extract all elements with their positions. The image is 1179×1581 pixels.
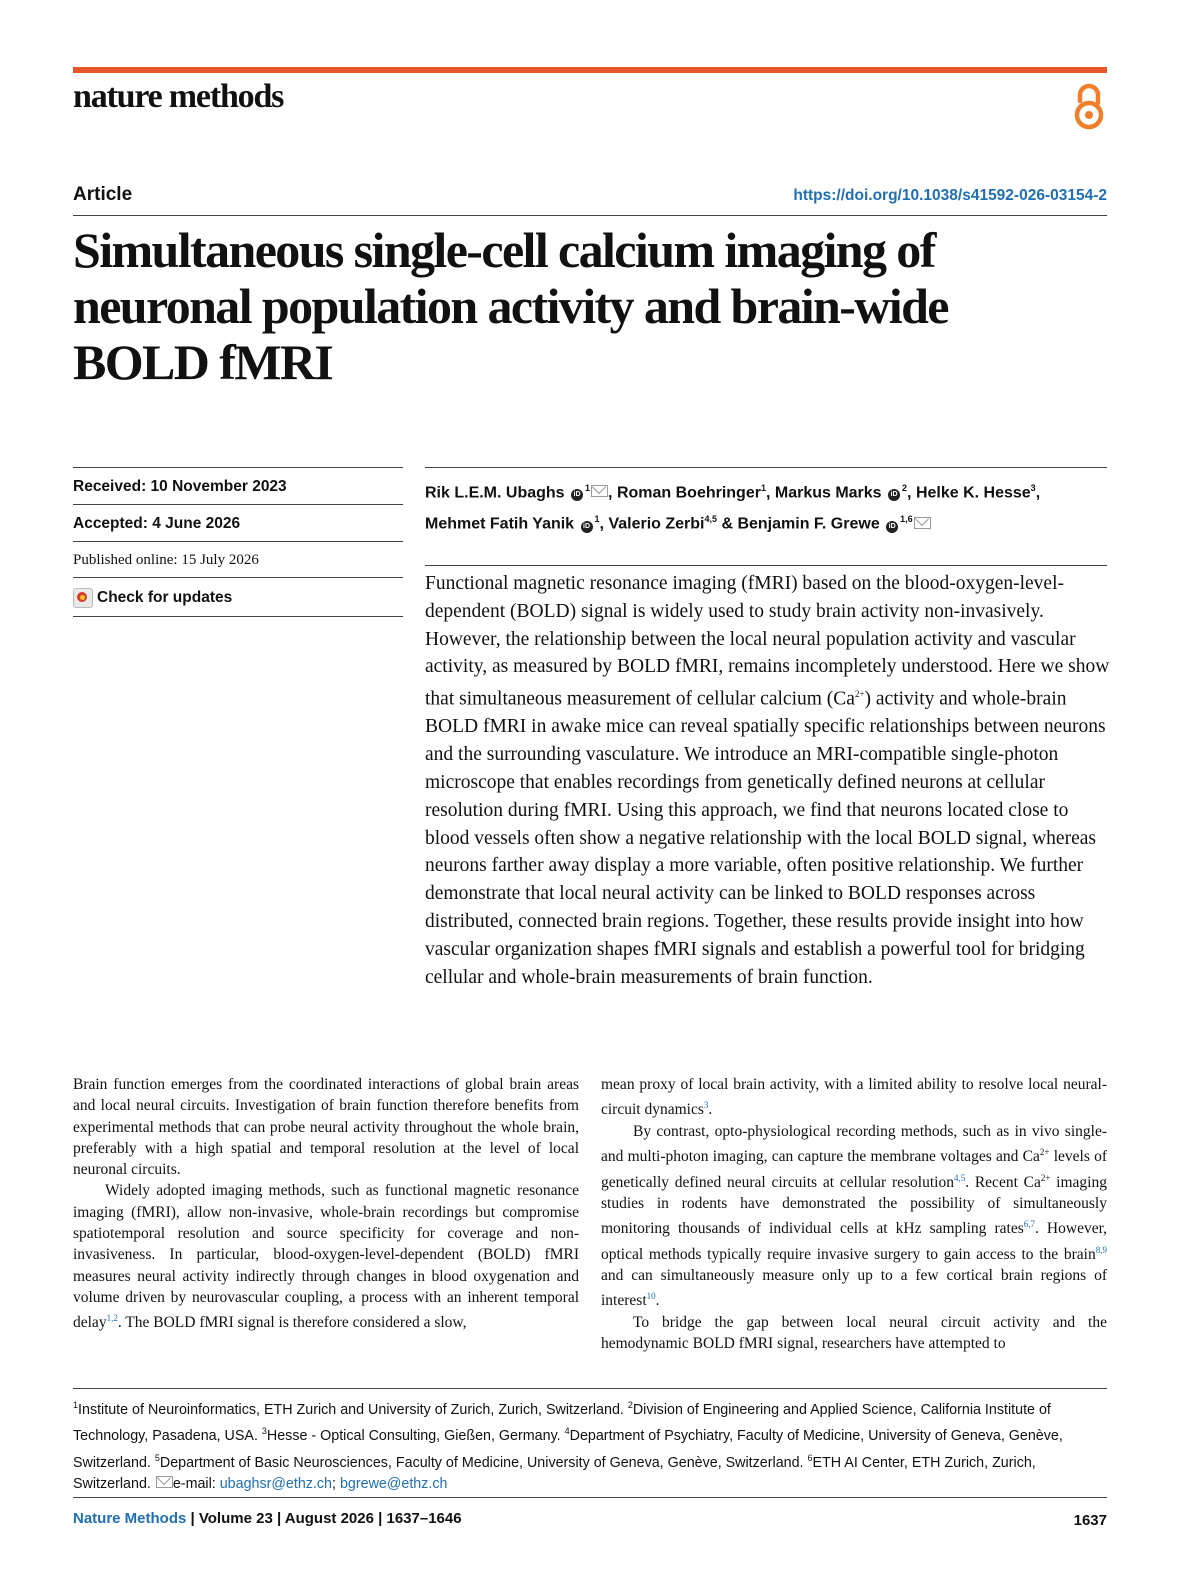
author-affiliation-sup: 1	[760, 483, 766, 493]
email-icon[interactable]	[591, 485, 608, 497]
email-link[interactable]: ubaghsr@ethz.ch	[219, 1475, 333, 1492]
email-link[interactable]: bgrewe@ethz.ch	[339, 1475, 448, 1492]
author-affiliation-sup: 4,5	[704, 514, 717, 525]
doi-link[interactable]: https://doi.org/10.1038/s41592-026-03154-2	[793, 187, 1107, 204]
body-text: Widely adopted imaging methods, such as functional magnetic resonance imaging (fMRI), allow non-invasive, whole-brain recordings but compromise spatiotemporal resolution and source specificity for coverage and non-invasiveness. In particular, blood-oxygen-level-dependent (BOLD) fMRI measures neural activity indirectly through changes in blood oxygenation and volume driven by neurovascular coupling, a process with an inherent temporal delay	[73, 1182, 579, 1332]
affiliation-text: Hesse - Optical Consulting, Gießen, Germany.	[266, 1428, 565, 1445]
affiliation-text: Division of Engineering and Applied Science, California Institute of Technology, Pasadena, USA.	[73, 1401, 1051, 1445]
affiliation-number: 1	[73, 1400, 79, 1410]
article-title	[73, 222, 1123, 390]
author-list	[425, 475, 1115, 538]
author-name[interactable]: Mehmet Fatih Yanik	[425, 515, 575, 533]
accepted-date: Accepted: 4 June 2026	[73, 504, 403, 541]
author-separator: ,	[1035, 484, 1041, 502]
author-affiliation-sup: 1	[585, 483, 591, 493]
body-text: imaging studies in rodents have demonstrated the possibility of simultaneously monitoring thousands of individual cells at kHz sampling rates	[601, 1173, 1107, 1238]
published-date: Published online: 15 July 2026	[73, 541, 403, 577]
citation-link[interactable]: 4,5	[953, 1172, 966, 1183]
author-affiliation-sup: 2	[902, 483, 908, 493]
citation-link[interactable]: 10	[646, 1291, 656, 1302]
affiliation-number: 3	[261, 1426, 267, 1437]
divider	[73, 1388, 1107, 1389]
check-for-updates-icon	[73, 588, 93, 608]
page-footer-info	[73, 1510, 462, 1527]
author-name[interactable]: , Helke K. Hesse	[907, 484, 1031, 502]
body-column-left	[73, 1074, 579, 1334]
author-name[interactable]: & Benjamin F. Grewe	[717, 515, 880, 533]
check-for-updates-link[interactable]	[73, 577, 403, 617]
body-paragraph	[73, 1180, 579, 1333]
body-text: . The BOLD fMRI signal is therefore considered a slow,	[117, 1314, 467, 1332]
title-line-3: BOLD fMRI	[73, 334, 333, 390]
footer-details: | Volume 23 | August 2026 | 1637–1646	[186, 1510, 462, 1527]
author-name[interactable]: , Valerio Zerbi	[599, 515, 705, 533]
abstract-text: ) activity and whole-brain BOLD fMRI in awake mice can reveal spatially specific relationships between neurons and the surrounding vasculature. We introduce an MRI-compatible single-photon microscope that enables recordings from genetically defined neurons at cellular resolution during fMRI. Using this approach, we find that neurons located close to blood vessels often show a negative relationship with the local BOLD signal, whereas neurons farther away display a more variable, often positive relationship. We further demonstrate that local neural activity can be linked to BOLD responses across distributed, connected brain regions. Together, these results provide insight into how vascular organization shapes fMRI signals and establish a powerful tool for bridging cellular and whole-brain measurements of brain function.	[425, 688, 1106, 988]
body-paragraph	[601, 1121, 1107, 1312]
title-line-1: Simultaneous single-cell calcium imaging of	[73, 222, 935, 278]
body-column-right	[601, 1074, 1107, 1355]
affiliation-number: 4	[564, 1426, 570, 1437]
email-icon[interactable]	[914, 517, 931, 529]
affiliation-text: Department of Psychiatry, Faculty of Medicine, University of Geneva, Genève, Switzerland.	[73, 1428, 1063, 1471]
body-text: . Recent Ca	[965, 1173, 1041, 1191]
article-type: Article	[73, 184, 133, 205]
title-line-2: neuronal population activity and brain-wide	[73, 278, 948, 334]
email-label: e-mail:	[172, 1475, 220, 1492]
check-for-updates-label: Check for updates	[97, 589, 233, 606]
author-name[interactable]: Rik L.E.M. Ubaghs	[425, 484, 565, 502]
abstract-text: Functional magnetic resonance imaging (fMRI) based on the blood-oxygen-level-dependent (BOLD) signal is widely used to study brain activity non-invasively. However, the relationship between the local neural population activity and vascular activity, as measured by BOLD fMRI, remains incompletely understood. Here we show that simultaneous measurement of cellular calcium (Ca	[425, 573, 1110, 710]
orcid-icon[interactable]: iD	[581, 521, 593, 533]
author-name[interactable]: , Roman Boehringer	[608, 484, 761, 502]
affiliation-number: 5	[154, 1452, 160, 1463]
divider	[425, 467, 1107, 468]
body-text: mean proxy of local brain activity, with a limited ability to resolve local neural-circuit dynamics	[601, 1076, 1107, 1119]
affiliation-text: ETH AI Center, ETH Zurich, Zurich, Switzerland.	[73, 1454, 1036, 1492]
body-text: .	[708, 1101, 713, 1119]
received-date: Received: 10 November 2023	[73, 467, 403, 504]
header-accent-bar	[73, 67, 1107, 73]
citation-link[interactable]: 8,9	[1095, 1244, 1107, 1255]
superscript: 2+	[1040, 1172, 1051, 1183]
email-separator: ;	[332, 1475, 340, 1492]
divider	[425, 565, 1107, 566]
body-paragraph	[601, 1074, 1107, 1121]
open-access-icon	[1070, 83, 1108, 131]
superscript: 2+	[854, 689, 865, 700]
author-affiliation-sup: 1	[594, 514, 600, 525]
journal-logo: nature methods	[73, 78, 284, 115]
article-history	[73, 467, 403, 617]
body-text: .	[655, 1292, 660, 1310]
author-name[interactable]: , Markus Marks	[765, 484, 882, 502]
page-number: 1637	[1073, 1512, 1107, 1529]
affiliation-number: 2	[627, 1400, 633, 1410]
affiliations	[73, 1395, 1113, 1495]
email-icon	[156, 1476, 173, 1488]
body-text: Brain function emerges from the coordinated interactions of global brain areas and local neural circuits. Investigation of brain function therefore benefits from experimental methods that can probe neural activity throughout the whole brain, preferably with a high spatial and temporal resolution at the level of local neuronal circuits.	[73, 1076, 579, 1179]
author-affiliation-sup: 3	[1030, 483, 1036, 493]
body-paragraph	[601, 1312, 1107, 1355]
body-paragraph	[73, 1074, 579, 1180]
body-text: levels of genetically defined neural circuits at cellular resolution	[601, 1148, 1107, 1191]
body-text: . However, optical methods typically require invasive surgery to gain access to the brain	[601, 1220, 1107, 1263]
divider	[73, 215, 1107, 216]
citation-link[interactable]: 3	[703, 1100, 709, 1111]
orcid-icon[interactable]: iD	[571, 489, 583, 501]
affiliation-text: Department of Basic Neurosciences, Faculty of Medicine, University of Geneva, Genève, Switzerland.	[159, 1454, 808, 1471]
orcid-icon[interactable]: iD	[888, 489, 900, 501]
body-text: and can simultaneously measure only up to a few cortical brain regions of interest	[601, 1267, 1107, 1310]
orcid-icon[interactable]: iD	[886, 521, 898, 533]
superscript: 2+	[1039, 1147, 1050, 1158]
author-affiliation-sup: 1,6	[900, 514, 913, 525]
citation-link[interactable]: 1,2	[106, 1313, 118, 1324]
divider	[73, 1497, 1107, 1498]
affiliation-number: 6	[807, 1452, 813, 1463]
citation-link[interactable]: 6,7	[1023, 1219, 1035, 1230]
footer-journal-link[interactable]: Nature Methods	[73, 1510, 187, 1527]
body-text: By contrast, opto-physiological recording methods, such as in vivo single- and multi-photon imaging, can capture the membrane voltages and Ca	[601, 1122, 1107, 1166]
affiliation-text: Institute of Neuroinformatics, ETH Zurich and University of Zurich, Zurich, Switzerland.	[78, 1401, 628, 1418]
abstract	[425, 570, 1115, 991]
body-text: To bridge the gap between local neural circuit activity and the hemodynamic BOLD fMRI signal, researchers have attempted to	[601, 1313, 1107, 1353]
